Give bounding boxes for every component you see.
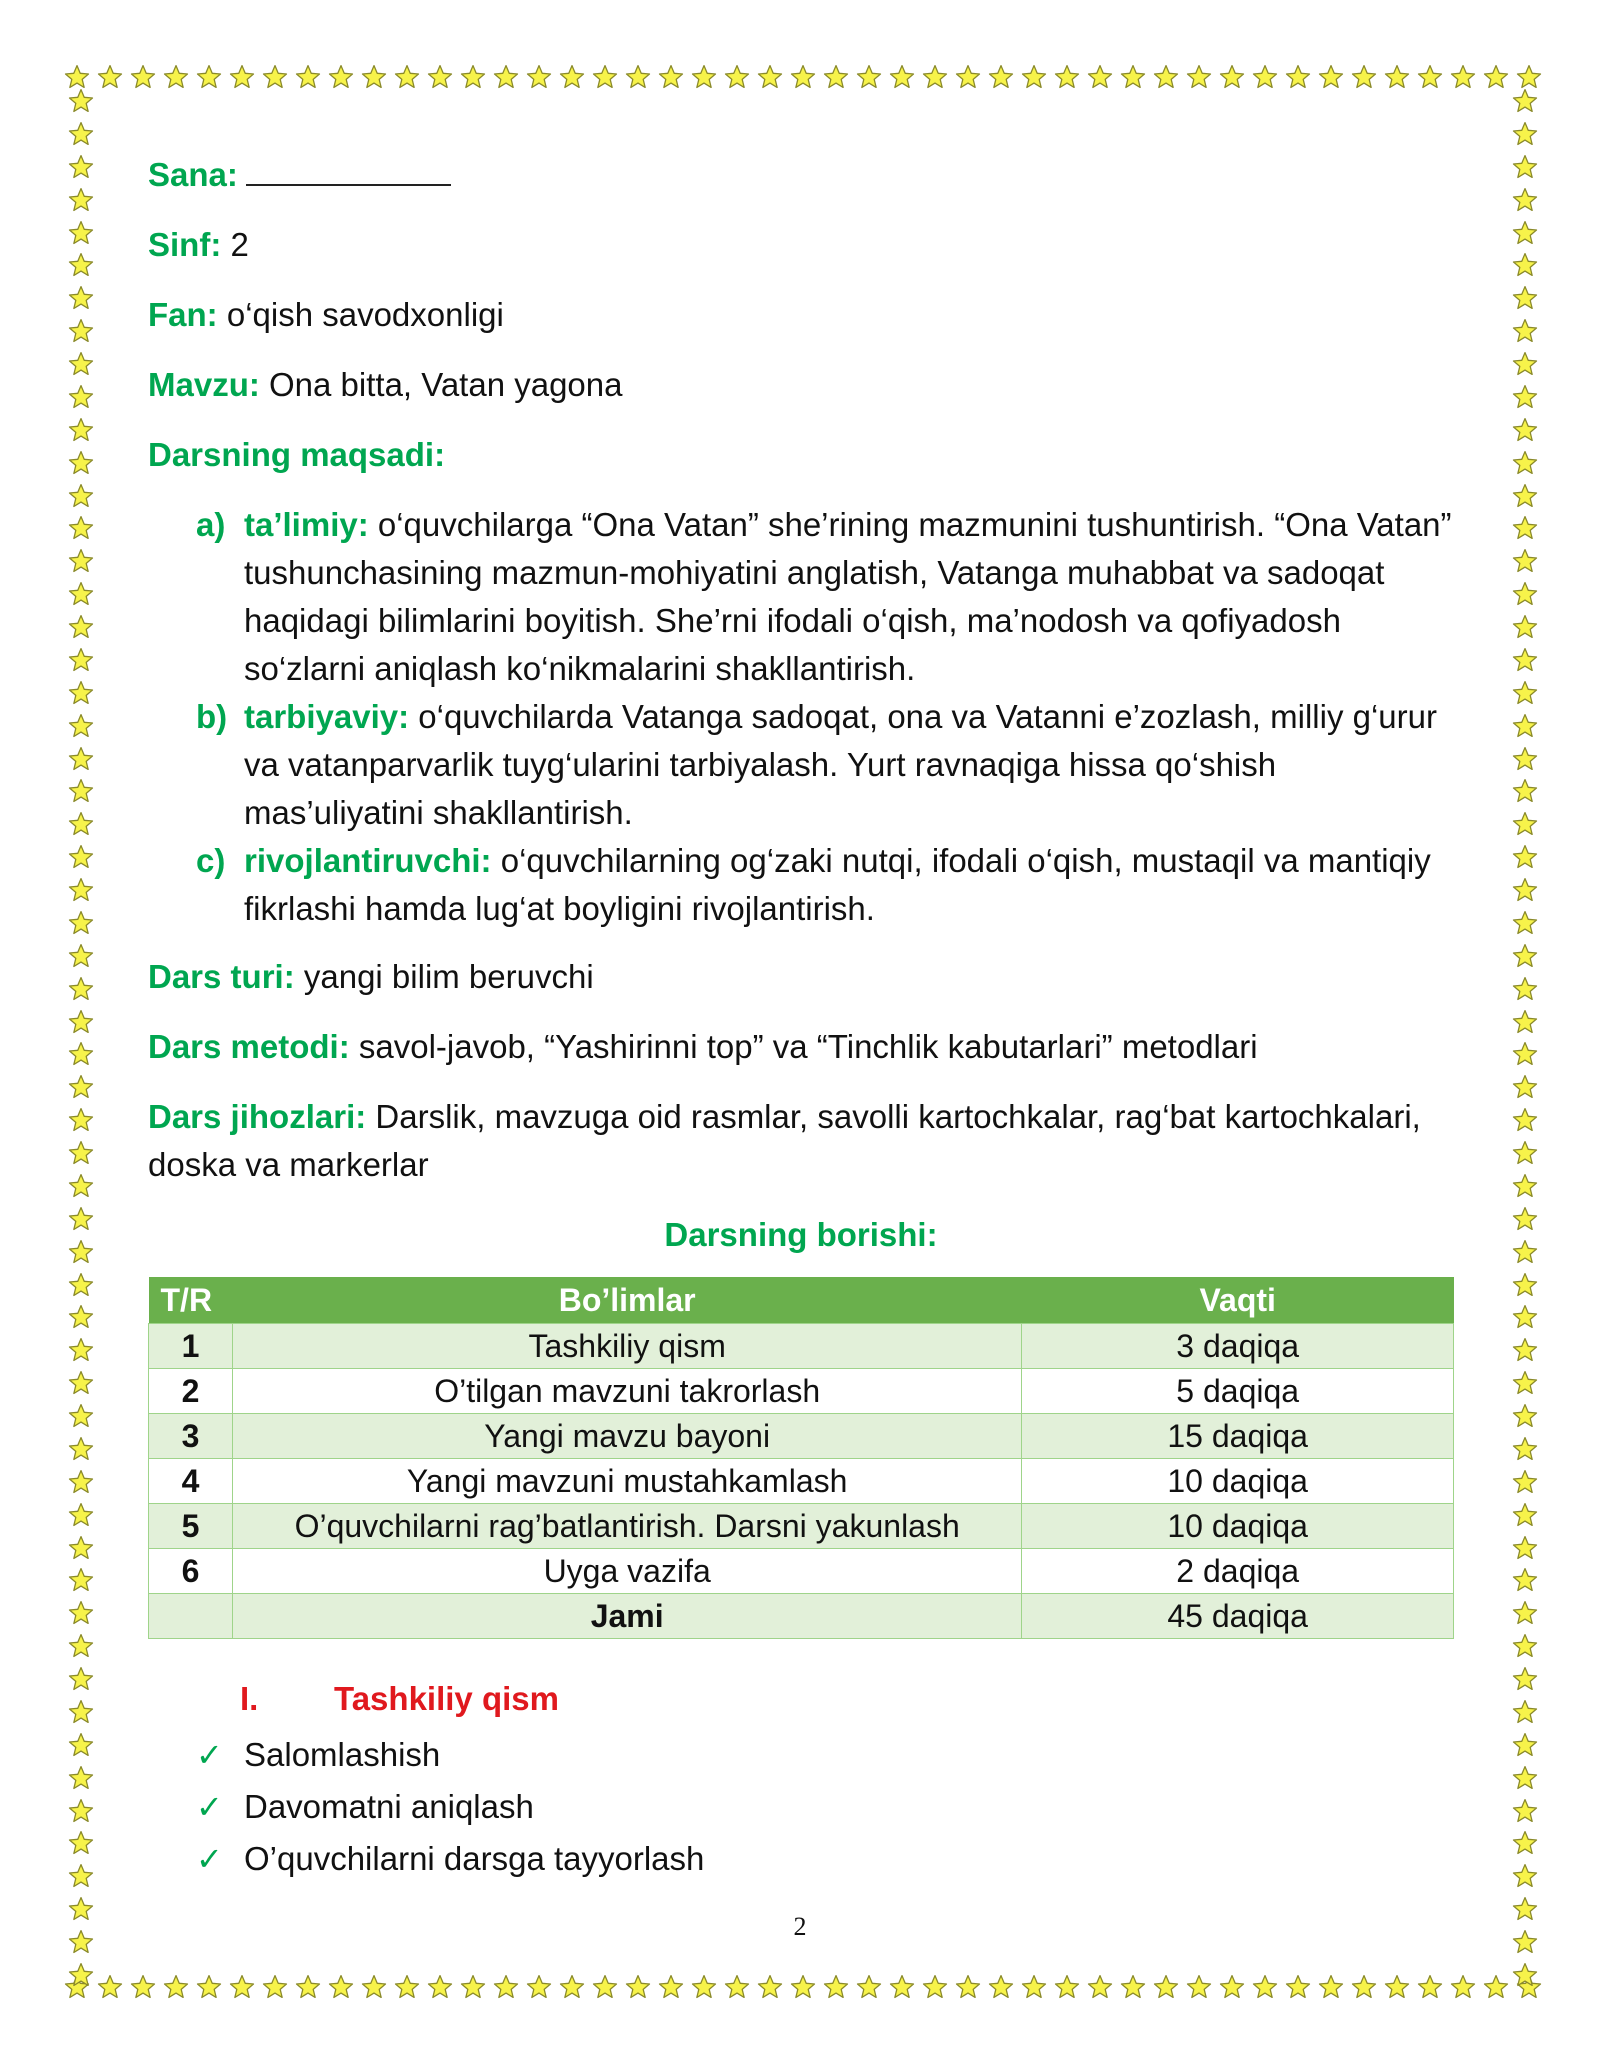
star-icon — [1417, 64, 1443, 90]
star-icon — [1285, 1974, 1311, 2000]
goal-label: tarbiyaviy: — [244, 698, 410, 735]
star-icon — [1219, 1974, 1245, 2000]
star-icon — [1512, 1009, 1538, 1035]
table-header-number: T/R — [149, 1277, 233, 1324]
subject-label: Fan: — [148, 296, 218, 333]
goal-label: rivojlantiruvchi: — [244, 842, 492, 879]
star-icon — [955, 64, 981, 90]
star-icon — [1512, 1633, 1538, 1659]
star-icon — [1512, 778, 1538, 804]
goals-heading — [148, 431, 1454, 479]
star-icon — [592, 1974, 618, 2000]
star-icon — [1512, 252, 1538, 278]
goal-label: ta’limiy: — [244, 506, 369, 543]
table-cell-time: 2 daqiqa — [1022, 1549, 1454, 1594]
star-icon — [1417, 1974, 1443, 2000]
star-icon — [856, 1974, 882, 2000]
star-border-right — [1508, 88, 1542, 1988]
star-icon — [68, 943, 94, 969]
star-icon — [68, 187, 94, 213]
star-icon — [1512, 121, 1538, 147]
table-cell-number: 3 — [149, 1414, 233, 1459]
star-icon — [68, 121, 94, 147]
star-icon — [1512, 1403, 1538, 1429]
star-icon — [1512, 1074, 1538, 1100]
section-title: Tashkiliy qism — [334, 1680, 559, 1717]
star-icon — [790, 64, 816, 90]
star-icon — [68, 1403, 94, 1429]
table-cell-time: 10 daqiqa — [1022, 1459, 1454, 1504]
star-icon — [68, 1370, 94, 1396]
star-icon — [68, 1140, 94, 1166]
lesson-equipment-label: Dars jihozlari: — [148, 1098, 367, 1135]
star-icon — [988, 64, 1014, 90]
star-icon — [163, 1974, 189, 2000]
star-icon — [559, 1974, 585, 2000]
topic-field — [148, 361, 1454, 409]
star-icon — [922, 1974, 948, 2000]
star-icon — [1252, 1974, 1278, 2000]
star-icon — [526, 64, 552, 90]
lesson-flow-title: Darsning borishi: — [664, 1216, 938, 1253]
star-icon — [68, 1798, 94, 1824]
star-icon — [1512, 1173, 1538, 1199]
star-icon — [889, 64, 915, 90]
star-icon — [658, 64, 684, 90]
table-cell-section: Uyga vazifa — [232, 1549, 1021, 1594]
star-icon — [691, 64, 717, 90]
star-icon — [1512, 1337, 1538, 1363]
star-icon — [1512, 581, 1538, 607]
star-icon — [1512, 943, 1538, 969]
star-icon — [68, 1666, 94, 1692]
star-icon — [130, 64, 156, 90]
star-icon — [1483, 64, 1509, 90]
star-icon — [68, 417, 94, 443]
list-item — [196, 1729, 1454, 1781]
star-icon — [988, 1974, 1014, 2000]
table-cell-section: Yangi mavzu bayoni — [232, 1414, 1021, 1459]
star-icon — [1512, 1830, 1538, 1856]
star-icon — [68, 1107, 94, 1133]
star-icon — [1186, 1974, 1212, 2000]
star-icon — [1450, 64, 1476, 90]
star-icon — [68, 483, 94, 509]
table-row — [149, 1414, 1454, 1459]
table-cell-section: O’tilgan mavzuni takrorlash — [232, 1369, 1021, 1414]
star-icon — [68, 713, 94, 739]
goal-marker: c) — [196, 842, 226, 879]
date-label: Sana: — [148, 156, 238, 193]
table-cell-time: 10 daqiqa — [1022, 1504, 1454, 1549]
star-icon — [97, 64, 123, 90]
goal-item-developmental — [196, 837, 1454, 933]
table-cell-time: 15 daqiqa — [1022, 1414, 1454, 1459]
table-cell-time: 5 daqiqa — [1022, 1369, 1454, 1414]
star-icon — [68, 1863, 94, 1889]
star-icon — [1512, 318, 1538, 344]
page-number: 2 — [793, 1912, 807, 1941]
star-icon — [1512, 1732, 1538, 1758]
table-total-row — [149, 1594, 1454, 1639]
star-icon — [68, 778, 94, 804]
star-icon — [68, 1567, 94, 1593]
table-row — [149, 1459, 1454, 1504]
star-icon — [790, 1974, 816, 2000]
table-cell-section: Yangi mavzuni mustahkamlash — [232, 1459, 1021, 1504]
star-icon — [1512, 1107, 1538, 1133]
star-icon — [68, 1765, 94, 1791]
star-icon — [68, 1535, 94, 1561]
star-border-left — [64, 88, 98, 1988]
star-icon — [68, 647, 94, 673]
star-icon — [1512, 1370, 1538, 1396]
star-icon — [1186, 64, 1212, 90]
star-icon — [427, 64, 453, 90]
star-border-top — [64, 60, 1542, 94]
star-icon — [68, 1239, 94, 1265]
star-icon — [1512, 910, 1538, 936]
table-header-time: Vaqti — [1022, 1277, 1454, 1324]
star-icon — [68, 1436, 94, 1462]
star-icon — [1512, 614, 1538, 640]
star-icon — [68, 1074, 94, 1100]
star-icon — [1512, 647, 1538, 673]
checkmark-icon: ✓ — [196, 1737, 223, 1773]
star-icon — [460, 64, 486, 90]
star-icon — [1512, 285, 1538, 311]
list-item-text: Davomatni aniqlash — [244, 1788, 534, 1825]
star-icon — [1120, 1974, 1146, 2000]
table-header-sections: Bo’limlar — [232, 1277, 1021, 1324]
star-icon — [1219, 64, 1245, 90]
star-icon — [1512, 1765, 1538, 1791]
star-icon — [1512, 187, 1538, 213]
star-icon — [1512, 1436, 1538, 1462]
star-icon — [823, 64, 849, 90]
star-icon — [68, 318, 94, 344]
star-icon — [68, 1962, 94, 1988]
star-icon — [68, 1502, 94, 1528]
star-icon — [68, 1732, 94, 1758]
star-icon — [1512, 1041, 1538, 1067]
star-icon — [361, 1974, 387, 2000]
star-icon — [68, 1337, 94, 1363]
star-icon — [1512, 1140, 1538, 1166]
table-row — [149, 1369, 1454, 1414]
star-icon — [68, 1009, 94, 1035]
star-icon — [196, 1974, 222, 2000]
star-icon — [493, 1974, 519, 2000]
star-icon — [68, 1041, 94, 1067]
star-icon — [1285, 64, 1311, 90]
star-icon — [68, 1206, 94, 1232]
star-icon — [68, 1830, 94, 1856]
table-cell-number: 2 — [149, 1369, 233, 1414]
date-blank-line — [246, 148, 451, 186]
goals-list — [148, 501, 1454, 933]
star-icon — [1512, 713, 1538, 739]
star-icon — [68, 1600, 94, 1626]
star-icon — [68, 976, 94, 1002]
star-icon — [526, 1974, 552, 2000]
star-icon — [1512, 384, 1538, 410]
class-label: Sinf: — [148, 226, 222, 263]
star-icon — [1512, 515, 1538, 541]
star-icon — [1512, 1666, 1538, 1692]
star-icon — [1021, 1974, 1047, 2000]
topic-value: Ona bitta, Vatan yagona — [259, 366, 623, 403]
star-icon — [295, 64, 321, 90]
star-icon — [1512, 1699, 1538, 1725]
star-icon — [1512, 1535, 1538, 1561]
lesson-flow-table — [148, 1277, 1454, 1639]
star-icon — [1153, 1974, 1179, 2000]
star-icon — [1120, 64, 1146, 90]
list-item-text: Salomlashish — [244, 1736, 441, 1773]
star-icon — [1512, 483, 1538, 509]
star-icon — [823, 1974, 849, 2000]
star-icon — [1512, 220, 1538, 246]
table-row — [149, 1504, 1454, 1549]
star-icon — [1512, 1798, 1538, 1824]
star-icon — [1384, 64, 1410, 90]
star-icon — [460, 1974, 486, 2000]
star-icon — [1512, 1239, 1538, 1265]
star-icon — [1512, 1502, 1538, 1528]
star-icon — [68, 450, 94, 476]
star-icon — [68, 746, 94, 772]
star-icon — [68, 844, 94, 870]
star-icon — [658, 1974, 684, 2000]
star-icon — [97, 1974, 123, 2000]
lesson-method-label: Dars metodi: — [148, 1028, 350, 1065]
star-icon — [1512, 548, 1538, 574]
star-icon — [328, 64, 354, 90]
star-icon — [262, 64, 288, 90]
star-icon — [64, 64, 90, 90]
table-cell-number: 1 — [149, 1324, 233, 1369]
star-icon — [1512, 1567, 1538, 1593]
star-icon — [559, 64, 585, 90]
star-icon — [68, 680, 94, 706]
class-value: 2 — [221, 226, 249, 263]
star-icon — [1483, 1974, 1509, 2000]
star-icon — [1054, 1974, 1080, 2000]
date-field — [148, 148, 1454, 199]
star-icon — [1512, 746, 1538, 772]
star-icon — [757, 64, 783, 90]
star-icon — [922, 64, 948, 90]
star-icon — [1512, 811, 1538, 837]
goal-marker: b) — [196, 698, 228, 735]
star-icon — [68, 88, 94, 114]
star-icon — [68, 877, 94, 903]
star-icon — [1512, 844, 1538, 870]
star-icon — [68, 1304, 94, 1330]
star-icon — [1512, 450, 1538, 476]
star-icon — [856, 64, 882, 90]
star-icon — [1512, 976, 1538, 1002]
star-icon — [1512, 1962, 1538, 1988]
star-icon — [724, 1974, 750, 2000]
star-icon — [955, 1974, 981, 2000]
lesson-method-value: savol-javob, “Yashirinni top” va “Tinchlik kabutarlari” metodlari — [349, 1028, 1258, 1065]
star-icon — [68, 1633, 94, 1659]
star-icon — [68, 515, 94, 541]
goal-item-upbringing — [196, 693, 1454, 837]
star-icon — [68, 384, 94, 410]
star-icon — [1512, 154, 1538, 180]
star-icon — [262, 1974, 288, 2000]
star-icon — [1054, 64, 1080, 90]
star-icon — [1153, 64, 1179, 90]
table-row — [149, 1324, 1454, 1369]
star-icon — [1512, 1469, 1538, 1495]
list-item — [196, 1833, 1454, 1885]
star-icon — [68, 1469, 94, 1495]
star-icon — [328, 1974, 354, 2000]
table-row — [149, 1549, 1454, 1594]
table-cell-total-time: 45 daqiqa — [1022, 1594, 1454, 1639]
star-icon — [394, 1974, 420, 2000]
lesson-type-value: yangi bilim beruvchi — [294, 958, 594, 995]
class-field — [148, 221, 1454, 269]
goals-label: Darsning maqsadi: — [148, 436, 446, 473]
star-icon — [592, 64, 618, 90]
list-item — [196, 1781, 1454, 1833]
star-icon — [1021, 64, 1047, 90]
checkmark-icon: ✓ — [196, 1841, 223, 1877]
star-icon — [68, 252, 94, 278]
star-icon — [68, 1699, 94, 1725]
star-icon — [1252, 64, 1278, 90]
star-icon — [493, 64, 519, 90]
lesson-type-field — [148, 953, 1454, 1001]
star-icon — [1087, 64, 1113, 90]
star-icon — [229, 64, 255, 90]
star-icon — [68, 154, 94, 180]
star-icon — [1450, 1974, 1476, 2000]
table-cell-section: Tashkiliy qism — [232, 1324, 1021, 1369]
star-icon — [1318, 1974, 1344, 2000]
star-icon — [68, 614, 94, 640]
star-icon — [68, 1272, 94, 1298]
section-checklist — [148, 1729, 1454, 1885]
star-icon — [68, 220, 94, 246]
star-border-bottom — [64, 1970, 1542, 2004]
star-icon — [68, 910, 94, 936]
table-header-row — [149, 1277, 1454, 1324]
goal-marker: a) — [196, 506, 226, 543]
table-cell-time: 3 daqiqa — [1022, 1324, 1454, 1369]
table-cell-number — [149, 1594, 233, 1639]
star-icon — [68, 351, 94, 377]
subject-field — [148, 291, 1454, 339]
star-icon — [68, 548, 94, 574]
star-icon — [427, 1974, 453, 2000]
star-icon — [1351, 1974, 1377, 2000]
star-icon — [625, 64, 651, 90]
lesson-equipment-value: Darslik, mavzuga oid rasmlar, savolli kartochkalar, rag‘bat kartochkalari, doska va markerlar — [148, 1098, 1421, 1183]
star-icon — [68, 285, 94, 311]
star-icon — [229, 1974, 255, 2000]
star-icon — [1516, 64, 1542, 90]
star-icon — [68, 1173, 94, 1199]
table-cell-number: 4 — [149, 1459, 233, 1504]
star-icon — [163, 64, 189, 90]
star-icon — [1512, 1863, 1538, 1889]
section-heading — [240, 1675, 1454, 1723]
star-icon — [1512, 1600, 1538, 1626]
lesson-type-label: Dars turi: — [148, 958, 295, 995]
goal-item-educational — [196, 501, 1454, 693]
star-icon — [691, 1974, 717, 2000]
table-cell-section: O’quvchilarni rag’batlantirish. Darsni yakunlash — [232, 1504, 1021, 1549]
star-icon — [1512, 680, 1538, 706]
subject-value: o‘qish savodxonligi — [217, 296, 504, 333]
goal-text: o‘quvchilarga “Ona Vatan” she’rining mazmunini tushuntirish. “Ona Vatan” tushunchasining mazmun-mohiyatini anglatish, Vatanga muhabbat va sadoqat haqidagi bilimlarini boyitish. She’rni ifodali o‘qish, ma’nodosh va qofiyadosh so‘zlarni aniqlash ko‘nikmalarini shakllantirish. — [244, 506, 1452, 687]
star-icon — [1512, 88, 1538, 114]
star-icon — [1351, 64, 1377, 90]
lesson-plan-page — [148, 148, 1454, 1885]
checkmark-icon: ✓ — [196, 1789, 223, 1825]
topic-label: Mavzu: — [148, 366, 260, 403]
star-icon — [1512, 1272, 1538, 1298]
star-icon — [68, 811, 94, 837]
star-icon — [1512, 877, 1538, 903]
star-icon — [295, 1974, 321, 2000]
table-cell-number: 5 — [149, 1504, 233, 1549]
section-number: I. — [240, 1680, 259, 1717]
star-icon — [889, 1974, 915, 2000]
star-icon — [757, 1974, 783, 2000]
star-icon — [1512, 351, 1538, 377]
star-icon — [625, 1974, 651, 2000]
star-icon — [1512, 1304, 1538, 1330]
goal-text: o‘quvchilarning og‘zaki nutqi, ifodali o‘qish, mustaqil va mantiqiy fikrlashi hamda lug‘at boyligini rivojlantirish. — [244, 842, 1431, 927]
lesson-method-field — [148, 1023, 1454, 1071]
lesson-equipment-field — [148, 1093, 1454, 1189]
star-icon — [130, 1974, 156, 2000]
star-icon — [1512, 417, 1538, 443]
star-icon — [1512, 1206, 1538, 1232]
star-icon — [1384, 1974, 1410, 2000]
star-icon — [1087, 1974, 1113, 2000]
list-item-text: O’quvchilarni darsga tayyorlash — [244, 1840, 705, 1877]
star-icon — [361, 64, 387, 90]
table-cell-total-label: Jami — [232, 1594, 1021, 1639]
star-icon — [1318, 64, 1344, 90]
star-icon — [196, 64, 222, 90]
goal-text: o‘quvchilarda Vatanga sadoqat, ona va Vatanni e’zozlash, milliy g‘urur va vatanparvarlik tuyg‘ularini tarbiyalash. Yurt ravnaqiga hissa qo‘shish mas’uliyatini shakllantirish. — [244, 698, 1437, 831]
table-cell-number: 6 — [149, 1549, 233, 1594]
star-icon — [68, 581, 94, 607]
star-icon — [724, 64, 750, 90]
star-icon — [394, 64, 420, 90]
